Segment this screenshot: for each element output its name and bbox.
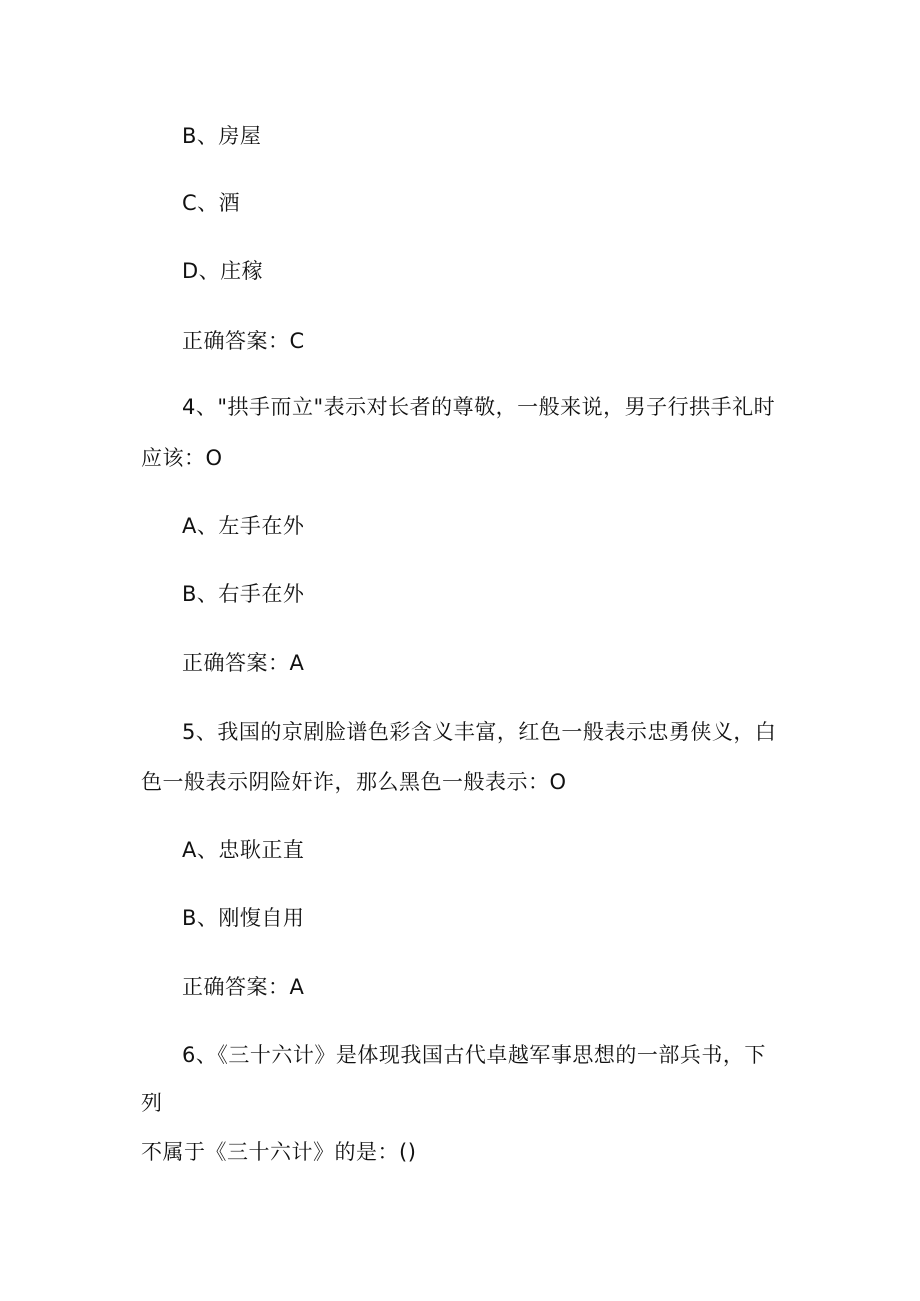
q3-option-b: B、房屋	[182, 124, 262, 148]
q6-stem-line1: 6、《三十六计》是体现我国古代卓越军事思想的一部兵书，下	[182, 1043, 766, 1067]
q4-answer: 正确答案：A	[182, 651, 305, 675]
q6-stem-line3: 不属于《三十六计》的是：()	[141, 1140, 417, 1164]
q4-stem-line1: 4、"拱手而立"表示对长者的尊敬，一般来说，男子行拱手礼时	[182, 395, 776, 419]
q3-option-d: D、庄稼	[182, 259, 264, 283]
q4-option-a: A、左手在外	[182, 514, 305, 538]
q6-stem-line2: 列	[141, 1091, 163, 1115]
q5-option-b: B、刚愎自用	[182, 906, 305, 930]
q5-stem-line1: 5、我国的京剧脸谱色彩含义丰富，红色一般表示忠勇侠义，白	[182, 720, 777, 744]
q3-option-c: C、酒	[182, 191, 241, 215]
q5-answer: 正确答案：A	[182, 975, 305, 999]
q5-option-a: A、忠耿正直	[182, 838, 305, 862]
q3-answer: 正确答案：C	[182, 329, 305, 353]
q4-option-b: B、右手在外	[182, 582, 305, 606]
q4-stem-line2: 应该：O	[141, 446, 223, 470]
q5-stem-line2: 色一般表示阴险奸诈，那么黑色一般表示：O	[141, 770, 567, 794]
